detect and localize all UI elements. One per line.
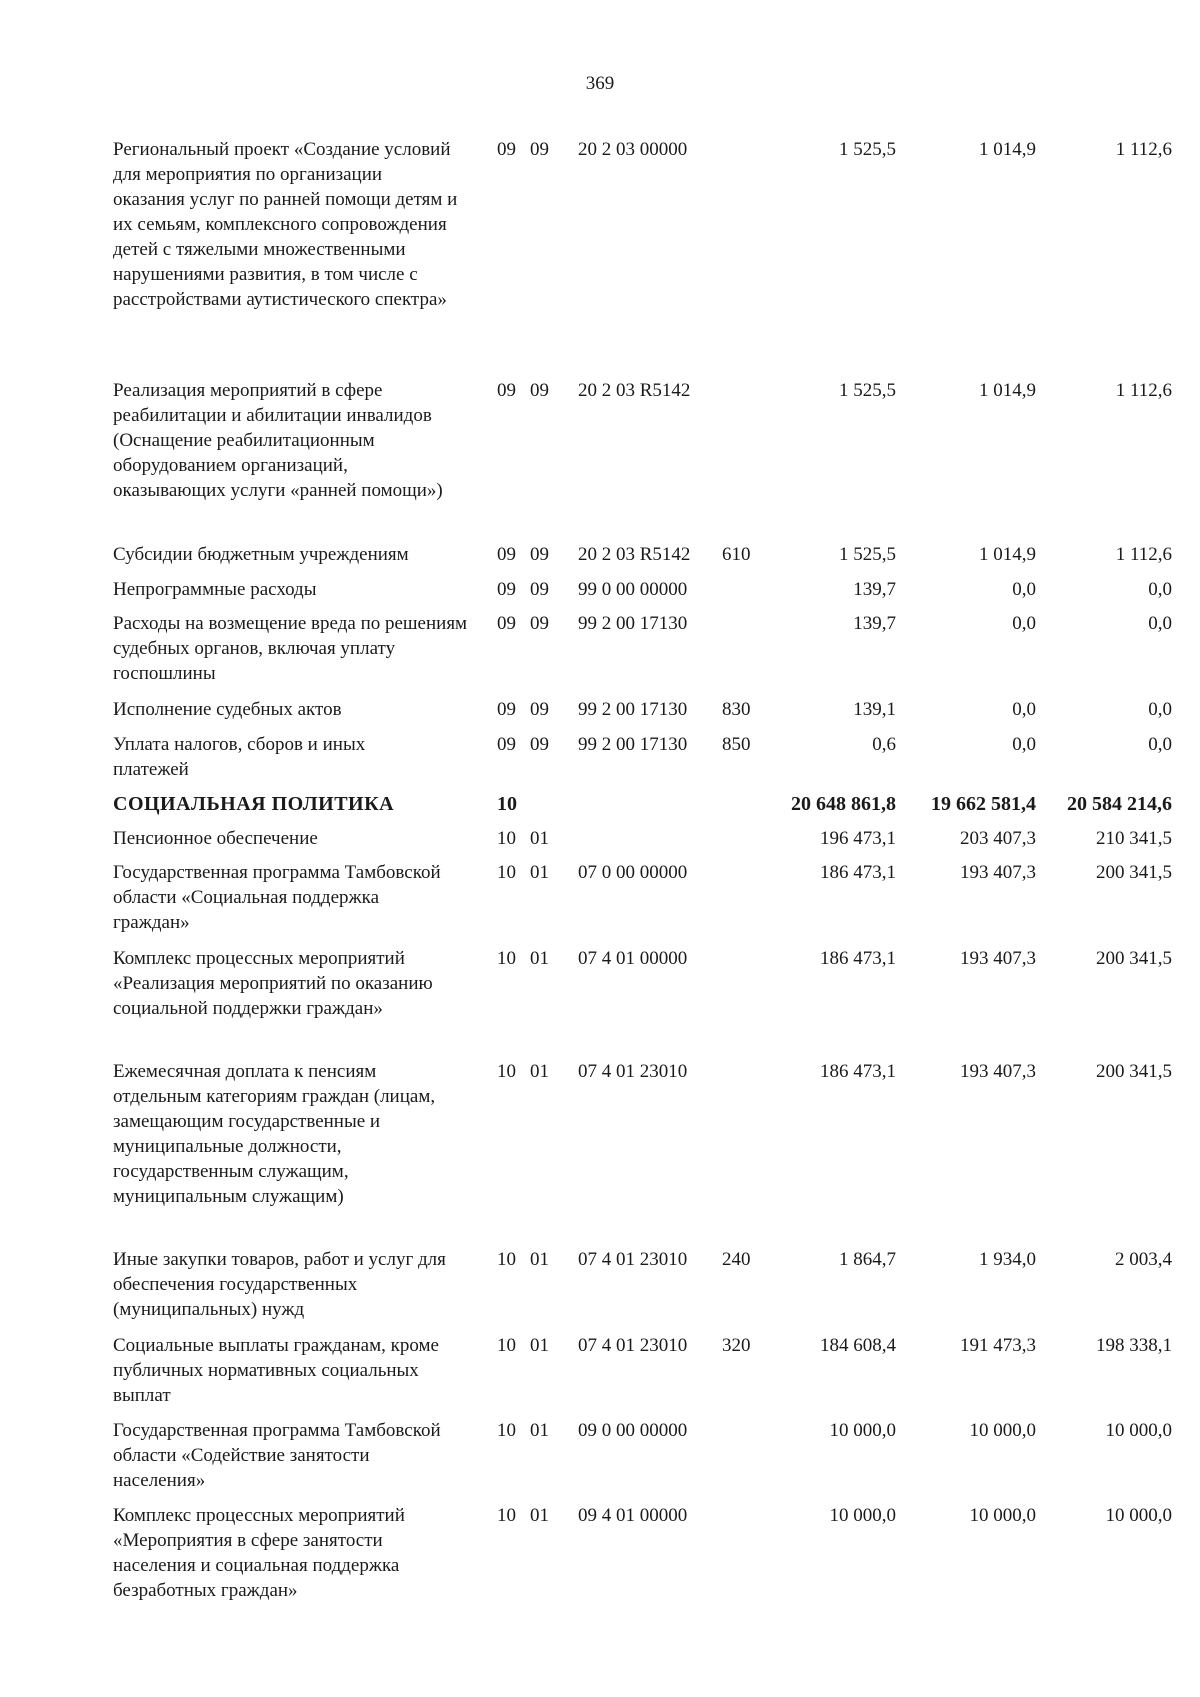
row-amount-year2: 193 407,3 [960, 1061, 1036, 1082]
row-section: 10 [497, 1335, 516, 1356]
row-amount-year3: 0,0 [1148, 579, 1172, 600]
row-amount-year2: 0,0 [1012, 699, 1036, 720]
row-target-code: 07 4 01 23010 [578, 1335, 688, 1356]
page-number: 369 [585, 73, 615, 94]
row-section: 10 [497, 793, 517, 815]
row-amount-year1: 196 473,1 [820, 828, 896, 849]
row-amount-year2: 10 000,0 [969, 1505, 1036, 1526]
row-amount-year2: 191 473,3 [960, 1335, 1036, 1356]
row-amount-year3: 1 112,6 [1115, 139, 1172, 160]
row-section: 09 [497, 699, 516, 720]
row-target-code: 20 2 03 R5142 [578, 544, 691, 565]
row-name: Реализация мероприятий в сфере реабилитации и абилитации инвалидов (Оснащение реабилитационным оборудованием организаций, оказывающих услуги «ранней помощи») [113, 380, 443, 501]
row-subsection: 01 [530, 1335, 549, 1356]
row-section: 10 [497, 828, 516, 849]
row-name: Комплекс процессных мероприятий «Мероприятия в сфере занятости населения и социальная поддержка безработных граждан» [113, 1505, 405, 1601]
row-expense-type: 320 [722, 1335, 751, 1356]
row-expense-type: 850 [722, 734, 751, 755]
row-amount-year2: 193 407,3 [960, 948, 1036, 969]
row-amount-year3: 2 003,4 [1115, 1249, 1172, 1270]
row-amount-year1: 1 525,5 [839, 139, 896, 160]
row-target-code: 09 4 01 00000 [578, 1505, 688, 1526]
row-subsection: 09 [530, 139, 549, 160]
row-amount-year3: 200 341,5 [1096, 948, 1172, 969]
row-amount-year1: 1 525,5 [839, 380, 896, 401]
row-amount-year1: 20 648 861,8 [791, 793, 896, 815]
row-name: Иные закупки товаров, работ и услуг для обеспечения государственных (муниципальных) нужд [113, 1249, 446, 1320]
row-subsection: 01 [530, 828, 549, 849]
row-name: Социальные выплаты гражданам, кроме публичных нормативных социальных выплат [113, 1335, 439, 1406]
row-amount-year2: 1 014,9 [979, 544, 1036, 565]
row-amount-year2: 0,0 [1012, 613, 1036, 634]
row-target-code: 07 4 01 00000 [578, 948, 688, 969]
row-amount-year1: 139,7 [853, 613, 896, 634]
row-amount-year2: 1 014,9 [979, 139, 1036, 160]
row-amount-year3: 200 341,5 [1096, 1061, 1172, 1082]
row-amount-year1: 10 000,0 [829, 1505, 896, 1526]
row-amount-year3: 0,0 [1148, 613, 1172, 634]
row-amount-year2: 0,0 [1012, 734, 1036, 755]
row-expense-type: 610 [722, 544, 751, 565]
row-name: Комплекс процессных мероприятий «Реализация мероприятий по оказанию социальной поддержки граждан» [113, 948, 433, 1019]
row-amount-year1: 10 000,0 [829, 1420, 896, 1441]
row-section: 09 [497, 734, 516, 755]
row-amount-year2: 203 407,3 [960, 828, 1036, 849]
row-amount-year1: 184 608,4 [820, 1335, 896, 1356]
row-amount-year1: 1 525,5 [839, 544, 896, 565]
row-subsection: 09 [530, 380, 549, 401]
row-amount-year2: 193 407,3 [960, 862, 1036, 883]
row-name: Непрограммные расходы [113, 579, 317, 600]
row-subsection: 09 [530, 734, 549, 755]
row-target-code: 99 0 00 00000 [578, 579, 688, 600]
row-amount-year3: 0,0 [1148, 699, 1172, 720]
row-amount-year3: 210 341,5 [1096, 828, 1172, 849]
row-amount-year2: 1 014,9 [979, 380, 1036, 401]
row-name: Ежемесячная доплата к пенсиям отдельным категориям граждан (лицам, замещающим государственные и муниципальные должности, государственным служащим, муниципальным служащим) [113, 1061, 436, 1207]
row-amount-year1: 139,7 [853, 579, 896, 600]
row-name: Расходы на возмещение вреда по решениям судебных органов, включая уплату госпошлины [113, 613, 468, 684]
row-section: 10 [497, 862, 516, 883]
row-subsection: 01 [530, 948, 549, 969]
row-target-code: 20 2 03 00000 [578, 139, 688, 160]
row-subsection: 09 [530, 613, 549, 634]
row-amount-year1: 186 473,1 [820, 862, 896, 883]
row-section: 09 [497, 613, 516, 634]
row-subsection: 01 [530, 1249, 549, 1270]
row-target-code: 07 4 01 23010 [578, 1061, 688, 1082]
row-expense-type: 240 [722, 1249, 751, 1270]
row-name: Государственная программа Тамбовской области «Содействие занятости населения» [113, 1420, 441, 1491]
row-amount-year3: 200 341,5 [1096, 862, 1172, 883]
row-name: СОЦИАЛЬНАЯ ПОЛИТИКА [113, 793, 395, 815]
row-name: Пенсионное обеспечение [113, 828, 318, 849]
row-amount-year3: 0,0 [1148, 734, 1172, 755]
row-amount-year1: 1 864,7 [839, 1249, 896, 1270]
row-target-code: 07 0 00 00000 [578, 862, 688, 883]
row-amount-year3: 10 000,0 [1105, 1420, 1172, 1441]
row-name: Субсидии бюджетным учреждениям [113, 544, 409, 565]
row-amount-year1: 186 473,1 [820, 1061, 896, 1082]
row-target-code: 09 0 00 00000 [578, 1420, 688, 1441]
row-section: 09 [497, 380, 516, 401]
row-target-code: 20 2 03 R5142 [578, 380, 691, 401]
row-amount-year2: 0,0 [1012, 579, 1036, 600]
row-amount-year1: 139,1 [853, 699, 896, 720]
row-subsection: 09 [530, 579, 549, 600]
row-name: Уплата налогов, сборов и иных платежей [113, 734, 366, 780]
row-subsection: 09 [530, 544, 549, 565]
row-subsection: 01 [530, 1061, 549, 1082]
row-section: 10 [497, 1505, 516, 1526]
row-name: Государственная программа Тамбовской области «Социальная поддержка граждан» [113, 862, 441, 933]
row-section: 09 [497, 544, 516, 565]
row-amount-year3: 20 584 214,6 [1067, 793, 1172, 815]
row-amount-year1: 186 473,1 [820, 948, 896, 969]
row-target-code: 99 2 00 17130 [578, 734, 688, 755]
row-target-code: 99 2 00 17130 [578, 699, 688, 720]
row-amount-year3: 198 338,1 [1096, 1335, 1172, 1356]
row-subsection: 01 [530, 1505, 549, 1526]
row-section: 10 [497, 1061, 516, 1082]
row-amount-year3: 1 112,6 [1115, 544, 1172, 565]
row-section: 09 [497, 139, 516, 160]
row-section: 10 [497, 948, 516, 969]
row-amount-year2: 19 662 581,4 [931, 793, 1036, 815]
row-section: 10 [497, 1249, 516, 1270]
row-amount-year2: 10 000,0 [969, 1420, 1036, 1441]
row-section: 09 [497, 579, 516, 600]
row-amount-year3: 10 000,0 [1105, 1505, 1172, 1526]
row-subsection: 09 [530, 699, 549, 720]
row-amount-year2: 1 934,0 [979, 1249, 1036, 1270]
row-subsection: 01 [530, 1420, 549, 1441]
row-name: Региональный проект «Создание условий для мероприятия по организации оказания услуг по ранней помощи детям и их семьям, комплексного сопровождения детей с тяжелыми множественными нарушениями развития, в том числе с расстройствами аутистического спектра» [113, 139, 458, 310]
row-section: 10 [497, 1420, 516, 1441]
row-amount-year3: 1 112,6 [1115, 380, 1172, 401]
row-target-code: 07 4 01 23010 [578, 1249, 688, 1270]
row-amount-year1: 0,6 [872, 734, 896, 755]
row-subsection: 01 [530, 862, 549, 883]
row-name: Исполнение судебных актов [113, 699, 342, 720]
row-target-code: 99 2 00 17130 [578, 613, 688, 634]
row-expense-type: 830 [722, 699, 751, 720]
